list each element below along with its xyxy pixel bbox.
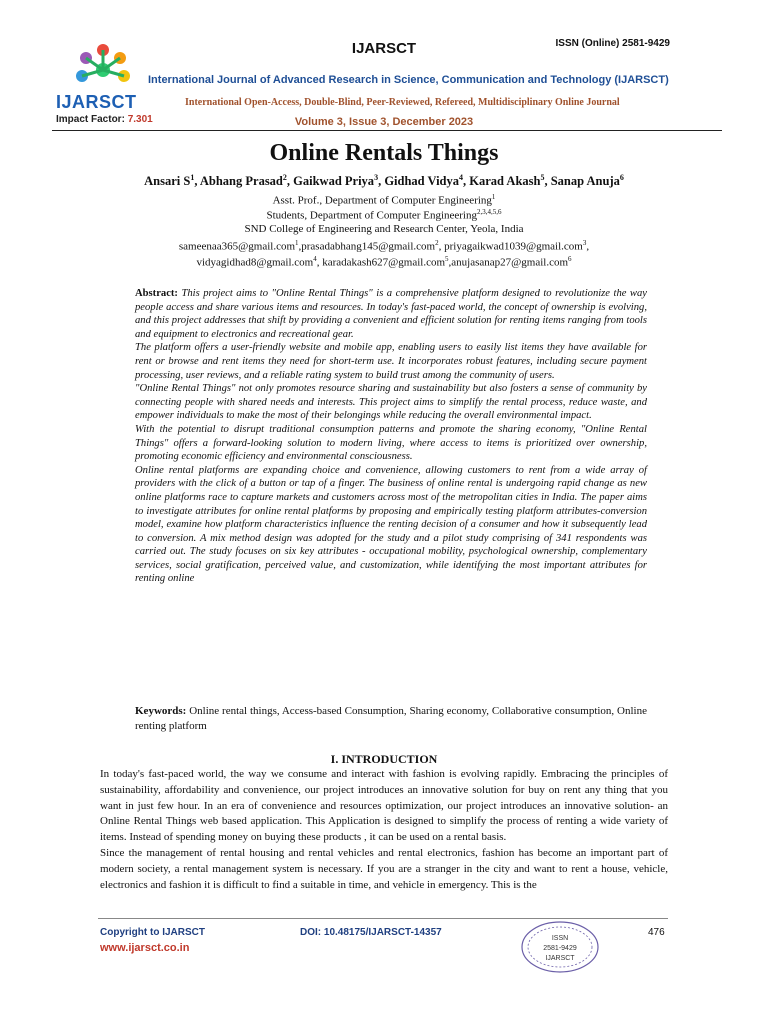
college: SND College of Engineering and Research Center, Yeola, India bbox=[244, 223, 524, 235]
author-name: Abhang Prasad bbox=[199, 174, 283, 189]
volume-issue: Volume 3, Issue 3, December 2023 bbox=[294, 116, 474, 128]
email-address[interactable]: , priyagaikwad1039@gmail.com bbox=[438, 240, 583, 253]
author-list: Ansari $S^1$, Abhang Prasad$^2$, Gaikwad Priya$^3$, Gidhad Vidya$^4$, Karad Akash$^5$, Sanap Anuja$^6$ bbox=[144, 173, 624, 189]
abstract-para-3: "Online Rental Things" not only promotes resource sharing and sustainability but also fosters a sense of community by connecting people with shared needs and interests. This project aims to simplify the rental process, reduce waste, and empower individuals to make the most of their belongings while reducing the overall environmental impact. bbox=[135, 383, 647, 422]
copyright: Copyright to IJARSCT bbox=[100, 927, 205, 938]
impact-value: 7.301 bbox=[127, 114, 153, 125]
email-address[interactable]: sameenaa365@gmail.com bbox=[178, 240, 296, 253]
author-name: Gaikwad Priya bbox=[293, 174, 375, 189]
email-address[interactable]: ,prasadabhang145@gmail.com bbox=[298, 240, 436, 253]
paper-title: Online Rentals Things bbox=[269, 140, 499, 166]
journal-brand: IJARSCT bbox=[351, 40, 417, 57]
email-address[interactable]: , karadakash627@gmail.com bbox=[316, 256, 446, 269]
doi: DOI: 10.48175/IJARSCT-14357 bbox=[300, 927, 442, 938]
keywords-label: Keywords: bbox=[135, 705, 187, 717]
header-divider bbox=[52, 130, 722, 131]
svg-text:ISSN: ISSN bbox=[551, 935, 569, 942]
introduction-body bbox=[100, 767, 668, 893]
abstract bbox=[135, 287, 647, 586]
logo-wordmark: IJARSCT bbox=[56, 92, 137, 112]
svg-text:IJARSCT: IJARSCT bbox=[545, 955, 575, 962]
journal-title: International Journal of Advanced Research in Science, Communication and Technology (IJARSCT) bbox=[148, 74, 669, 86]
author-name: Karad Akash bbox=[469, 174, 541, 189]
section-heading-introduction: I. INTRODUCTION bbox=[330, 752, 438, 766]
intro-para-1: In today's fast-paced world, the way we consume and interact with fashion is evolving rapidly. Embracing the principles of sustainability, affordability and convenience, our project introduces an innovative solution for buy on rent any thing that you want in just few hour. In an era of convenience and resources optimization, our project introduces an innovative solution- an Online Rental Things web based application. This Application is designed to simplify the process of renting a wide variety of items. Instead of spending money on buying these products , it can be used on a rental basis. bbox=[100, 768, 668, 844]
email-line-2: vidyagidhad8@gmail.com$^4$, karadakash627@gmail.com$^5$,anujasanap27@gmail.com$^6$ bbox=[196, 255, 572, 269]
issn-label: ISSN (Online) 2581-9429 bbox=[555, 38, 670, 49]
svg-text:2581-9429: 2581-9429 bbox=[543, 945, 577, 952]
page-number: 476 bbox=[648, 927, 665, 938]
author-name: Gidhad Vidya bbox=[384, 174, 460, 189]
keywords bbox=[135, 704, 647, 734]
journal-subtitle: International Open-Access, Double-Blind, Peer-Reviewed, Refereed, Multidisciplinary Online Journal bbox=[185, 97, 620, 108]
abstract-label: Abstract: bbox=[135, 288, 178, 299]
author-name: Ansari S bbox=[144, 174, 191, 189]
affiliation-2: Students, Department of Computer Engineering$^{2,3,4,5,6}$ bbox=[266, 208, 502, 222]
website-link[interactable]: www.ijarsct.co.in bbox=[100, 942, 190, 954]
footer-divider bbox=[98, 918, 668, 919]
email-address[interactable]: ,anujasanap27@gmail.com bbox=[448, 256, 569, 269]
abstract-para-4: With the potential to disrupt traditional consumption patterns and promote the sharing economy, "Online Rental Things" offers a forward-looking solution to modern living, where access to items is prioritized over ownership, promoting economic efficiency and environmental consciousness. bbox=[135, 423, 647, 463]
email-address[interactable]: vidyagidhad8@gmail.com bbox=[196, 256, 314, 269]
abstract-para-1: Abstract: This project aims to "Online Rental Things" is a comprehensive platform designed to revolutionize the way people access and share various items and resources. In today's fast-paced world, the concept of ownership is evolving, and this project addresses that shift by providing a convenient and efficient solution for renting items ranging from tools and equipment to electronics and recreational gear. bbox=[135, 288, 647, 340]
abstract-para-5: Online rental platforms are expanding choice and convenience, allowing customers to rent from a wide array of providers with the click of a button or tap of a finger. The business of online rental is undergoing rapid change as new online platforms race to capture markets and customers across most of the metropolitan cities in India. The paper aims to investigate attributes for online rental platforms by proposing and empirically testing platform attributes-conversion model, examine how platform characteristics influence the renting decision of a consumer and how it subsequently lead to conversion. A mix method design was adopted for the study and a pilot study comprising of 341 respondents was carried out. The study focuses on six key attributes - occupational mobility, psychological ownership, complementary services, social gratification, perceived value, and customization, while identifying the most important attributes for renting online bbox=[135, 464, 647, 585]
keywords-text: Online rental things, Access-based Consumption, Sharing economy, Collaborative consumption, Online renting platform bbox=[135, 705, 648, 732]
author-name: Sanap Anuja bbox=[550, 174, 620, 189]
email-line-1: sameenaa365@gmail.com$^1$,prasadabhang145@gmail.com$^2$, priyagaikwad1039@gmail.com$^3$, bbox=[178, 239, 590, 253]
issn-seal-icon bbox=[520, 920, 600, 974]
email-address[interactable]: , bbox=[586, 240, 590, 253]
abstract-para-2: The platform offers a user-friendly website and mobile app, enabling users to easily list items they have available for rent or browse and rent items they need for short-term use. It incorporates robust features, including secure payment processing, user reviews, and a reliable rating system to build trust among the community of users. bbox=[135, 342, 647, 381]
impact-label: Impact Factor: bbox=[56, 114, 125, 125]
affiliation-1: Asst. Prof., Department of Computer Engineering$^1$ bbox=[272, 193, 496, 207]
intro-para-2: Since the management of rental housing and rental vehicles and rental electronics, fashion has become an important part of modern society, a rental management system is necessary. If you are a stranger in the city and want to rent a house, vehicle, electronics and fashion it is difficult to find a suitable in time, and vehicle in emergency. This is the bbox=[100, 846, 668, 891]
